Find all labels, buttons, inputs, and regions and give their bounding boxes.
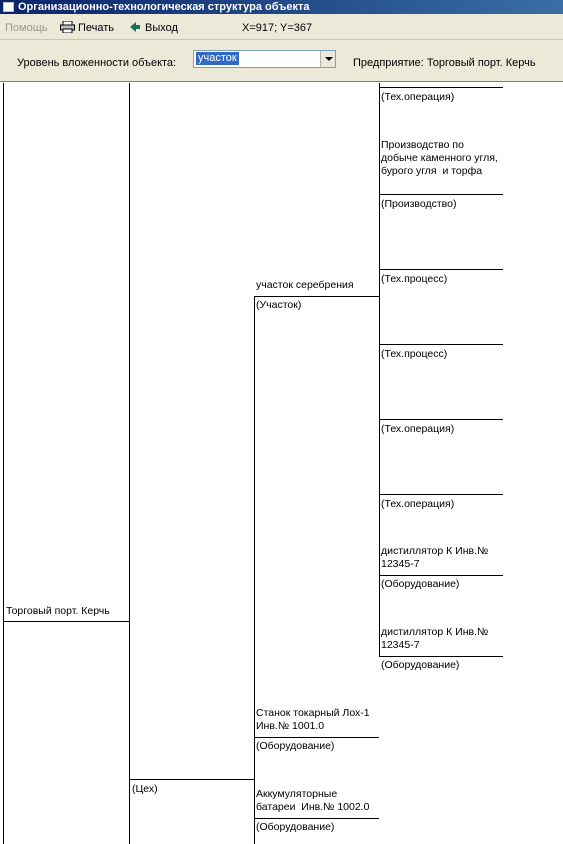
tree-node-line: [379, 269, 503, 270]
printer-icon[interactable]: [60, 21, 75, 33]
tree-node-line: [379, 656, 503, 657]
tree-node-equipment-type[interactable]: (Оборудование): [256, 740, 335, 752]
tree-node-section[interactable]: участок серебрения: [256, 279, 354, 291]
tree-node-equipment-type[interactable]: (Оборудование): [256, 821, 335, 833]
enterprise-label: Предприятие: Торговый порт. Керчь: [353, 57, 536, 69]
tree-node-equipment[interactable]: Аккумуляторные батареи Инв.№ 1002.0: [256, 788, 370, 813]
tree-column-divider: [379, 83, 380, 657]
tree-node-line: [379, 87, 503, 88]
window-title-bar[interactable]: [0, 0, 563, 14]
tree-border: [3, 83, 4, 844]
print-button[interactable]: Печать: [78, 22, 115, 34]
tree-node-line: [379, 194, 503, 195]
tree-node-line: [3, 621, 129, 622]
window-title: Организационно-технологическая структура объекта: [18, 1, 310, 13]
tree-node-item-type[interactable]: (Оборудование): [381, 659, 460, 671]
tree-node-line: [379, 575, 503, 576]
tree-node-section-type[interactable]: (Участок): [256, 299, 302, 311]
back-arrow-icon[interactable]: [130, 22, 140, 32]
tree-node-workshop-type[interactable]: (Цех): [132, 783, 158, 795]
tree-column-divider: [254, 296, 255, 844]
tree-node-item[interactable]: Производство по добыче каменного угля, бурого угля и торфа: [381, 139, 501, 177]
tree-node-line: [254, 737, 379, 738]
tree-column-divider: [129, 83, 130, 844]
tree-node-line: [379, 494, 503, 495]
tree-node-root[interactable]: Торговый порт. Керчь: [6, 605, 110, 617]
tree-node-item-type[interactable]: (Тех.операция): [381, 498, 455, 510]
chevron-down-icon[interactable]: [320, 51, 335, 67]
tree-node-equipment[interactable]: Станок токарный Лох-1 Инв.№ 1001.0: [256, 707, 373, 732]
tree-node-item-type[interactable]: (Производство): [381, 198, 457, 210]
tree-node-item-type[interactable]: (Тех.операция): [381, 91, 455, 103]
level-select-value: участок: [198, 52, 237, 64]
tree-node-line: [254, 296, 379, 297]
tree-node-item-type[interactable]: (Тех.процесс): [381, 348, 448, 360]
help-menu[interactable]: Помощь: [5, 22, 48, 34]
exit-button[interactable]: Выход: [145, 22, 178, 34]
cursor-coordinates: X=917; Y=367: [242, 22, 313, 34]
window-icon: [3, 2, 14, 12]
level-select[interactable]: [193, 50, 336, 68]
tree-node-item[interactable]: дистиллятор К Инв.№ 12345-7: [381, 626, 492, 651]
tree-node-item-type[interactable]: (Тех.процесс): [381, 273, 448, 285]
structure-tree: [0, 83, 563, 844]
tree-node-line: [379, 419, 503, 420]
tree-node-item[interactable]: дистиллятор К Инв.№ 12345-7: [381, 545, 492, 570]
tree-node-line: [254, 818, 379, 819]
tree-node-item-type[interactable]: (Тех.операция): [381, 423, 455, 435]
level-label: Уровень вложенности объекта:: [17, 57, 177, 69]
tree-node-item-type[interactable]: (Оборудование): [381, 578, 460, 590]
tree-node-line: [129, 779, 254, 780]
tree-node-line: [379, 344, 503, 345]
